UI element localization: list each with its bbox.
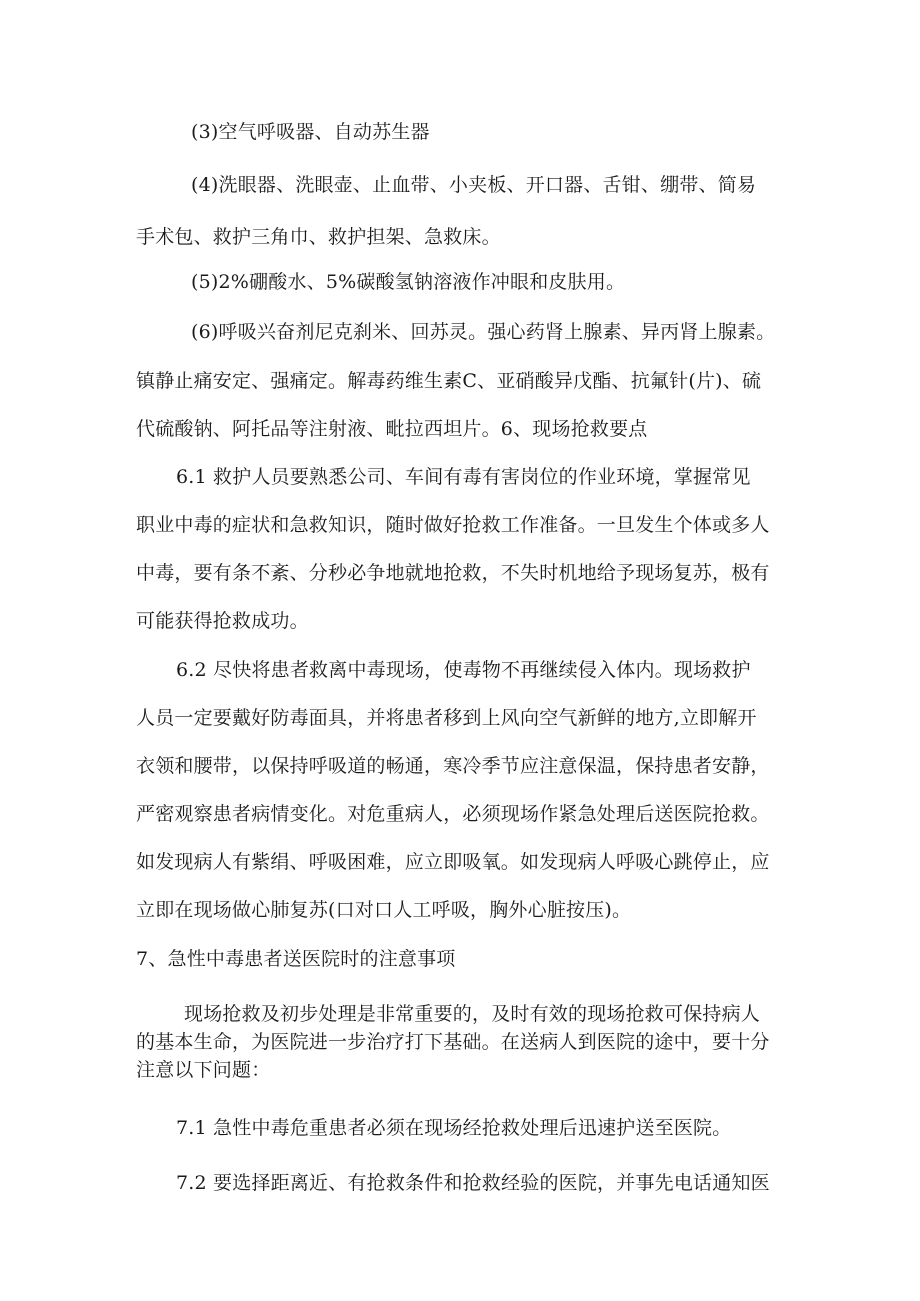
text-line: 衣领和腰带，以保持呼吸道的畅通，寒冷季节应注意保温，保持患者安静， [136,755,770,777]
text-line: 代硫酸钠、阿托品等注射液、毗拉西坦片。6、现场抢救要点 [136,418,648,440]
text-line: 如发现病人有紫绢、呼吸困难，应立即吸氧。如发现病人呼吸心跳停止，应 [136,851,770,873]
text-line: 中毒，要有条不紊、分秒必争地就地抢救，不失时机地给予现场复苏，极有 [136,562,770,584]
text-line: 的基本生命，为医院进一步治疗打下基础。在送病人到医院的途中，要十分 [136,1031,770,1053]
text-line: 7.2 要选择距离近、有抢救条件和抢救经验的医院，并事先电话通知医 [176,1172,770,1194]
text-line: 职业中毒的症状和急救知识，随时做好抢救工作准备。一旦发生个体或多人 [136,514,770,536]
text-line: (5)2%硼酸水、5%碳酸氢钠溶液作冲眼和皮肤用。 [191,271,626,293]
text-line: 7.1 急性中毒危重患者必须在现场经抢救处理后迅速护送至医院。 [176,1117,732,1139]
text-line: 人员一定要戴好防毒面具，并将患者移到上风向空气新鲜的地方,立即解开 [136,707,757,729]
text-line: 6.1 救护人员要熟悉公司、车间有毒有害岗位的作业环境，掌握常见 [176,466,751,488]
text-line: 严密观察患者病情变化。对危重病人，必须现场作紧急处理后送医院抢救。 [136,803,770,825]
text-line: 现场抢救及初步处理是非常重要的，及时有效的现场抢救可保持病人 [184,1003,761,1025]
text-line: 镇静止痛安定、强痛定。解毒药维生素C、亚硝酸异戊酯、抗氟针(片)、硫 [136,370,762,392]
text-line: (4)洗眼器、洗眼壶、止血带、小夹板、开口器、舌钳、绷带、简易 [191,174,757,196]
text-line: 可能获得抢救成功。 [136,610,309,632]
text-line: 6.2 尽快将患者救离中毒现场，使毒物不再继续侵入体内。现场救护 [176,659,751,681]
text-line: 注意以下问题： [136,1059,271,1081]
section-heading: 7、急性中毒患者送医院时的注意事项 [136,948,456,970]
text-line: 立即在现场做心肺复苏(口对口人工呼吸，胸外心脏按压)。 [136,899,632,921]
text-line: (6)呼吸兴奋剂尼克刹米、回苏灵。强心药肾上腺素、异丙肾上腺素。 [191,321,776,343]
text-line: 手术包、救护三角巾、救护担架、急救床。 [136,226,501,248]
text-line: (3)空气呼吸器、自动苏生器 [191,121,430,143]
